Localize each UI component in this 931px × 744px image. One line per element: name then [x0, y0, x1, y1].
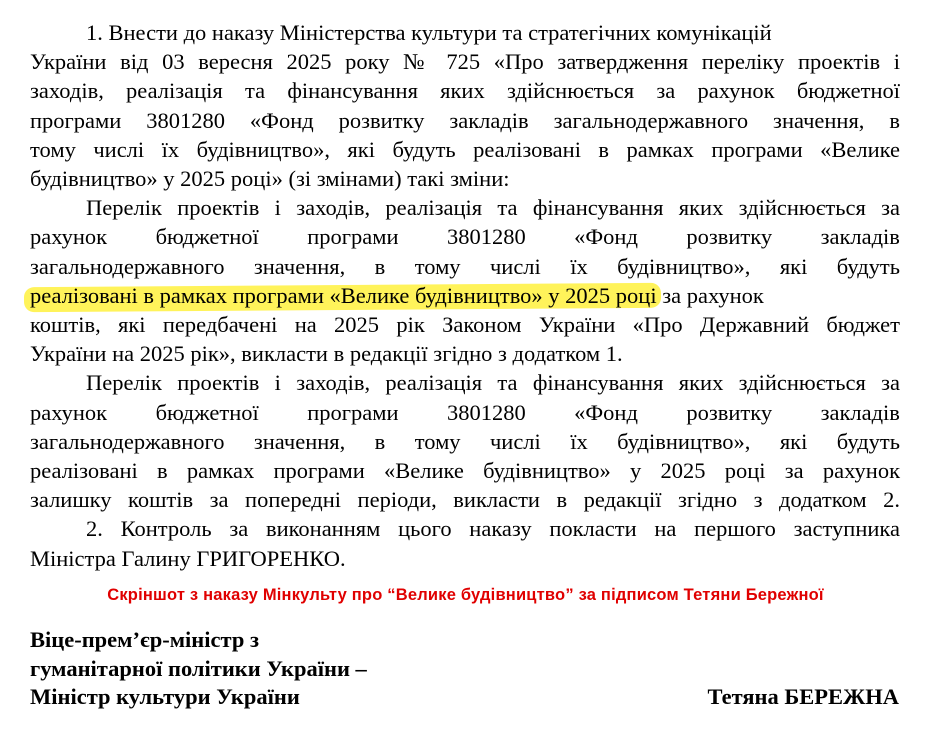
text-line-spread — [30, 222, 900, 251]
order-text — [30, 18, 900, 573]
word: розвитку — [686, 224, 773, 250]
word: рахунок — [30, 399, 108, 425]
text-line: Перелік проектів і заходів, реалізація та фінансування яких здійснюється за — [86, 370, 900, 396]
word: розвитку — [686, 399, 773, 425]
text-line: 2. Контроль за виконанням цього наказу покласти на першого заступника — [86, 516, 900, 542]
text-line: будівництво» у 2025 році» (зі змінами) такі зміни: — [30, 166, 510, 192]
paragraph-amendment — [30, 18, 900, 193]
text-line: заходів, реалізація та фінансування яких здійснюється за рахунок бюджетної — [30, 78, 900, 104]
text-line: реалізовані в рамках програми «Велике будівництво» у 2025 році за рахунок — [30, 458, 900, 484]
text-line: програми 3801280 «Фонд розвитку закладів загальнодержавного значення, в — [30, 107, 900, 133]
text-line: Перелік проектів і заходів, реалізація та фінансування яких здійснюється за — [86, 195, 900, 221]
paragraph-list-2 — [30, 368, 900, 514]
paragraph-control — [30, 514, 900, 572]
position-line: Віце-прем’єр-міністр з — [30, 627, 259, 652]
screenshot-caption: Скріншот з наказу Мінкульту про “Велике будівництво” за підписом Тетяни Бережної — [107, 586, 824, 604]
word: бюджетної — [155, 399, 259, 425]
text-line: України на 2025 рік», викласти в редакції згідно з додатком 1. — [30, 341, 623, 367]
word: закладів — [820, 224, 900, 250]
word: «Фонд — [574, 224, 638, 250]
text-line: загальнодержавного значення, в тому числі їх будівництво», які будуть — [30, 253, 900, 279]
word: програми — [307, 399, 399, 425]
word: програми — [307, 224, 399, 250]
text-line: України від 03 вересня 2025 року № 725 «Про затвердження переліку проектів і — [30, 49, 900, 75]
word: «Фонд — [574, 399, 638, 425]
signatory-position — [30, 626, 367, 712]
word: закладів — [820, 399, 900, 425]
text-line-spread — [30, 398, 900, 427]
text-line: Міністра Галину ГРИГОРЕНКО. — [30, 545, 346, 571]
signatory-name: Тетяна БЕРЕЖНА — [707, 684, 899, 709]
position-line: гуманітарної політики України – — [30, 655, 367, 681]
text-fragment: за рахунок — [656, 282, 764, 308]
word: 3801280 — [446, 399, 526, 425]
paragraph-list-1 — [30, 193, 900, 368]
word: рахунок — [30, 224, 108, 250]
text-line: залишку коштів за попередні періоди, викласти в редакції згідно з додатком 2. — [30, 487, 900, 513]
text-line: 1. Внести до наказу Міністерства культури та стратегічних комунікацій — [86, 20, 772, 45]
highlighted-phrase: реалізовані в рамках програми «Велике будівництво» у 2025 році — [30, 281, 657, 310]
text-line: тому числі їх будівництво», які будуть реалізовані в рамках програми «Велике — [30, 136, 900, 162]
word: 3801280 — [446, 224, 526, 250]
position-line: Міністр культури України — [30, 684, 300, 709]
word: бюджетної — [155, 224, 259, 250]
text-line-highlighted — [30, 281, 900, 310]
text-line: коштів, які передбачені на 2025 рік Законом України «Про Державний бюджет — [30, 312, 900, 338]
text-line: загальнодержавного значення, в тому числі їх будівництво», які будуть — [30, 428, 900, 454]
